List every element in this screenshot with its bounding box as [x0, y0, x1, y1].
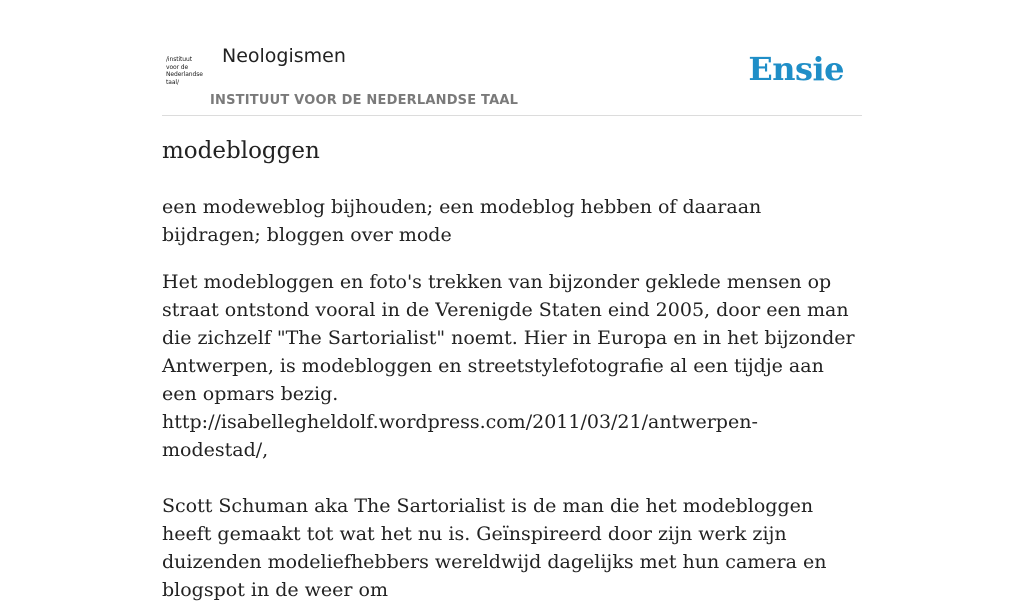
page	[162, 0, 862, 601]
example-paragraph: Scott Schuman aka The Sartorialist is de man die het modebloggen heeft gemaakt tot wat het nu is. Geïnspireerd door zijn werk zijn duizenden modeliefhebbers wereldwijd dagelijks met hun camera en blogspot in de weer om	[162, 495, 827, 601]
header	[162, 0, 862, 116]
logo-line: voor de	[166, 63, 189, 71]
institute-logo[interactable]	[166, 56, 206, 89]
example-paragraph: Het modebloggen en foto's trekken van bijzonder geklede mensen op straat ontstond vooral in de Verenigde Staten eind 2005, door een man die zichzelf "The Sartorialist" noemt. Hier in Europa en in het bijzonder Antwerpen, is modebloggen en streetstylefotografie al een tijdje aan een opmars bezig. http://isabellegheldolf.wordpress.com/2011/03/21/antwerpen-modestad/,	[162, 271, 855, 461]
entry-example	[162, 268, 862, 604]
source-name[interactable]: Neologismen	[222, 45, 346, 67]
ensie-logo[interactable]: Ensie	[748, 50, 844, 88]
entry-term: modebloggen	[162, 138, 320, 164]
logo-line: /instituut	[166, 56, 192, 63]
logo-line: taal/	[166, 78, 179, 86]
entry-definition: een modeweblog bijhouden; een modeblog hebben of daaraan bijdragen; bloggen over mode	[162, 196, 762, 246]
source-organization: INSTITUUT VOOR DE NEDERLANDSE TAAL	[210, 93, 519, 108]
logo-line: Nederlandse	[166, 71, 203, 78]
